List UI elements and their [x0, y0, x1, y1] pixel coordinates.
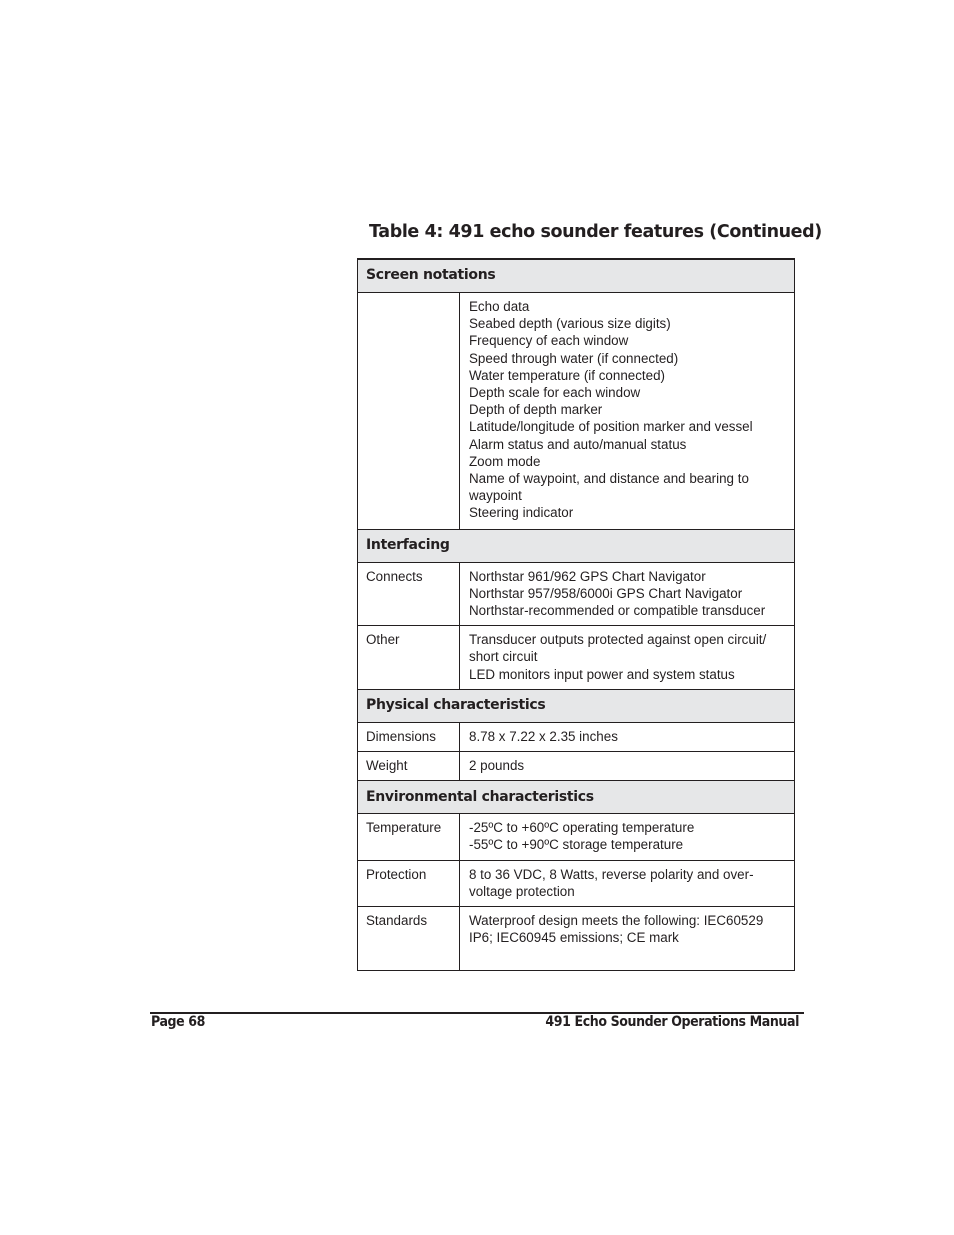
table-row: [358, 907, 795, 971]
value-line: Transducer outputs protected against open circuit/: [469, 632, 767, 648]
value-line: 2 pounds: [469, 758, 525, 774]
row-label: Standards: [358, 907, 460, 971]
row-value: [460, 860, 795, 906]
section-header-environmental: [358, 781, 795, 814]
value-line: LED monitors input power and system status: [469, 666, 735, 682]
value-line: Water temperature (if connected): [469, 367, 665, 383]
row-value: [460, 626, 795, 690]
value-line: Steering indicator: [469, 505, 574, 521]
section-heading: Interfacing: [358, 529, 795, 562]
value-line: voltage protection: [469, 883, 575, 899]
value-line: Latitude/longitude of position marker and vessel: [469, 419, 753, 435]
row-value: [460, 562, 795, 626]
row-value: [460, 293, 795, 530]
value-line: Northstar-recommended or compatible transducer: [469, 603, 766, 619]
row-label: [358, 293, 460, 530]
section-header-interfacing: [358, 529, 795, 562]
row-label: Weight: [358, 752, 460, 781]
value-line: -55ºC to +90ºC storage temperature: [469, 837, 684, 853]
table-row: [358, 814, 795, 860]
manual-title: 491 Echo Sounder Operations Manual: [545, 1014, 799, 1030]
table-row: [358, 293, 795, 530]
value-line: Zoom mode: [469, 453, 541, 469]
row-label: Connects: [358, 562, 460, 626]
table-title: Table 4: 491 echo sounder features (Continued): [369, 222, 822, 242]
value-line: Northstar 957/958/6000i GPS Chart Navigator: [469, 585, 743, 601]
row-label: Temperature: [358, 814, 460, 860]
value-line: 8 to 36 VDC, 8 Watts, reverse polarity and over-: [469, 866, 754, 882]
row-value: [460, 752, 795, 781]
section-heading: Screen notations: [358, 259, 795, 293]
row-value: [460, 907, 795, 971]
section-heading: Physical characteristics: [358, 689, 795, 722]
value-line: Name of waypoint, and distance and bearing to: [469, 471, 749, 487]
value-line: Echo data: [469, 299, 530, 314]
value-line: 8.78 x 7.22 x 2.35 inches: [469, 728, 618, 744]
value-line: -25ºC to +60ºC operating temperature: [469, 820, 695, 836]
value-line: Waterproof design meets the following: IEC60529: [469, 913, 764, 929]
table-row: [358, 626, 795, 690]
table-row: [358, 722, 795, 751]
table-row: [358, 562, 795, 626]
features-table: [357, 258, 795, 971]
value-line: IP6; IEC60945 emissions; CE mark: [469, 930, 679, 946]
value-line: Alarm status and auto/manual status: [469, 436, 687, 452]
section-heading: Environmental characteristics: [358, 781, 795, 814]
value-line: Frequency of each window: [469, 333, 629, 349]
page-number: Page 68: [151, 1014, 206, 1030]
value-line: Depth of depth marker: [469, 402, 603, 418]
value-line: short circuit: [469, 649, 538, 665]
row-label: Protection: [358, 860, 460, 906]
row-value: [460, 814, 795, 860]
value-line: Depth scale for each window: [469, 385, 641, 401]
value-line: Seabed depth (various size digits): [469, 316, 671, 332]
row-label: Dimensions: [358, 722, 460, 751]
table-row: [358, 752, 795, 781]
row-value: [460, 722, 795, 751]
row-label: Other: [358, 626, 460, 690]
table-row: [358, 860, 795, 906]
section-header-screen-notations: [358, 259, 795, 293]
value-line: waypoint: [469, 488, 522, 504]
section-header-physical: [358, 689, 795, 722]
value-line: Northstar 961/962 GPS Chart Navigator: [469, 568, 706, 584]
value-line: Speed through water (if connected): [469, 350, 679, 366]
